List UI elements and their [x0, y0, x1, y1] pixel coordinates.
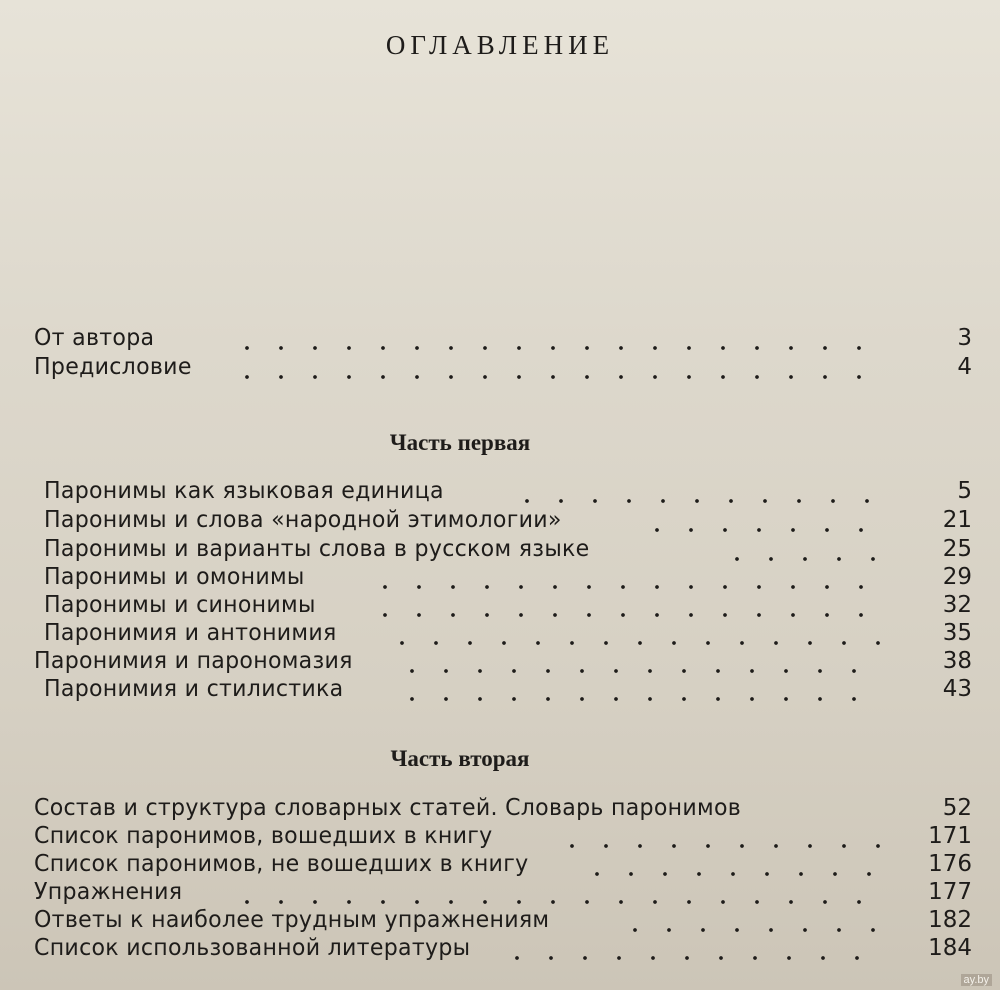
- entry-page-number: 5: [957, 478, 972, 504]
- toc-entry[interactable]: [0, 851, 1000, 879]
- entry-page-number: 3: [957, 325, 972, 351]
- toc-entry[interactable]: [0, 564, 1000, 592]
- toc-entry[interactable]: [0, 795, 1000, 823]
- part-one-heading: Часть первая: [389, 430, 531, 455]
- entry-label: Список паронимов, вошедших в книгу: [34, 823, 493, 849]
- entry-label: Список использованной литературы: [34, 935, 471, 961]
- entry-label: Паронимия и стилистика: [44, 676, 344, 702]
- toc-entry[interactable]: [0, 536, 1000, 564]
- toc-entry[interactable]: [0, 354, 1000, 382]
- dot-leader: [368, 585, 885, 589]
- toc-entry[interactable]: [0, 592, 1000, 620]
- entry-label: Паронимы и омонимы: [44, 564, 305, 590]
- entry-page-number: 177: [928, 879, 972, 905]
- page-title: ОГЛАВЛЕНИЕ: [385, 30, 615, 60]
- dot-leader: [395, 697, 885, 701]
- dot-leader: [385, 641, 885, 645]
- entry-page-number: 35: [942, 620, 972, 646]
- dot-leader: [555, 844, 885, 848]
- entry-page-number: 32: [942, 592, 972, 618]
- dot-leader: [368, 613, 885, 617]
- dot-leader: [230, 375, 880, 379]
- dot-leader: [580, 872, 885, 876]
- dot-leader: [500, 956, 885, 960]
- entry-label: Паронимы как языковая единица: [44, 478, 444, 504]
- entry-label: От автора: [34, 325, 155, 351]
- entry-page-number: 176: [928, 851, 972, 877]
- toc-entry[interactable]: [0, 620, 1000, 648]
- entry-page-number: 25: [942, 536, 972, 562]
- entry-label: Паронимия и антонимия: [44, 620, 337, 646]
- entry-label: Паронимы и синонимы: [44, 592, 316, 618]
- entry-label: Паронимы и варианты слова в русском языке: [44, 536, 590, 562]
- toc-entry[interactable]: [0, 648, 1000, 676]
- dot-leader: [395, 669, 885, 673]
- toc-entry[interactable]: [0, 823, 1000, 851]
- entry-label: Предисловие: [34, 354, 192, 380]
- entry-page-number: 52: [942, 795, 972, 821]
- toc-entry[interactable]: [0, 478, 1000, 506]
- toc-entry[interactable]: [0, 879, 1000, 907]
- entry-page-number: 184: [928, 935, 972, 961]
- part-two-heading: Часть вторая: [390, 746, 530, 771]
- entry-page-number: 182: [928, 907, 972, 933]
- toc-entry[interactable]: [0, 935, 1000, 963]
- entry-page-number: 21: [942, 507, 972, 533]
- toc-entry[interactable]: [0, 325, 1000, 353]
- entry-page-number: 38: [942, 648, 972, 674]
- entry-label: Ответы к наиболее трудным упражнениям: [34, 907, 550, 933]
- dot-leader: [230, 900, 885, 904]
- dot-leader: [640, 528, 885, 532]
- entry-label: Паронимы и слова «народной этимологии»: [44, 507, 562, 533]
- entry-label: Состав и структура словарных статей. Словарь паронимов: [34, 795, 742, 821]
- entry-label: Упражнения: [34, 879, 183, 905]
- entry-page-number: 43: [942, 676, 972, 702]
- dot-leader: [510, 499, 885, 503]
- entry-page-number: 4: [957, 354, 972, 380]
- entry-page-number: 171: [928, 823, 972, 849]
- watermark: ay.by: [961, 974, 992, 986]
- entry-label: Список паронимов, не вошедших в книгу: [34, 851, 529, 877]
- entry-label: Паронимия и парономазия: [34, 648, 353, 674]
- dot-leader: [230, 346, 880, 350]
- dot-leader: [720, 557, 890, 561]
- dot-leader: [618, 928, 885, 932]
- entry-page-number: 29: [942, 564, 972, 590]
- toc-entry[interactable]: [0, 676, 1000, 704]
- toc-entry[interactable]: [0, 507, 1000, 535]
- toc-entry[interactable]: [0, 907, 1000, 935]
